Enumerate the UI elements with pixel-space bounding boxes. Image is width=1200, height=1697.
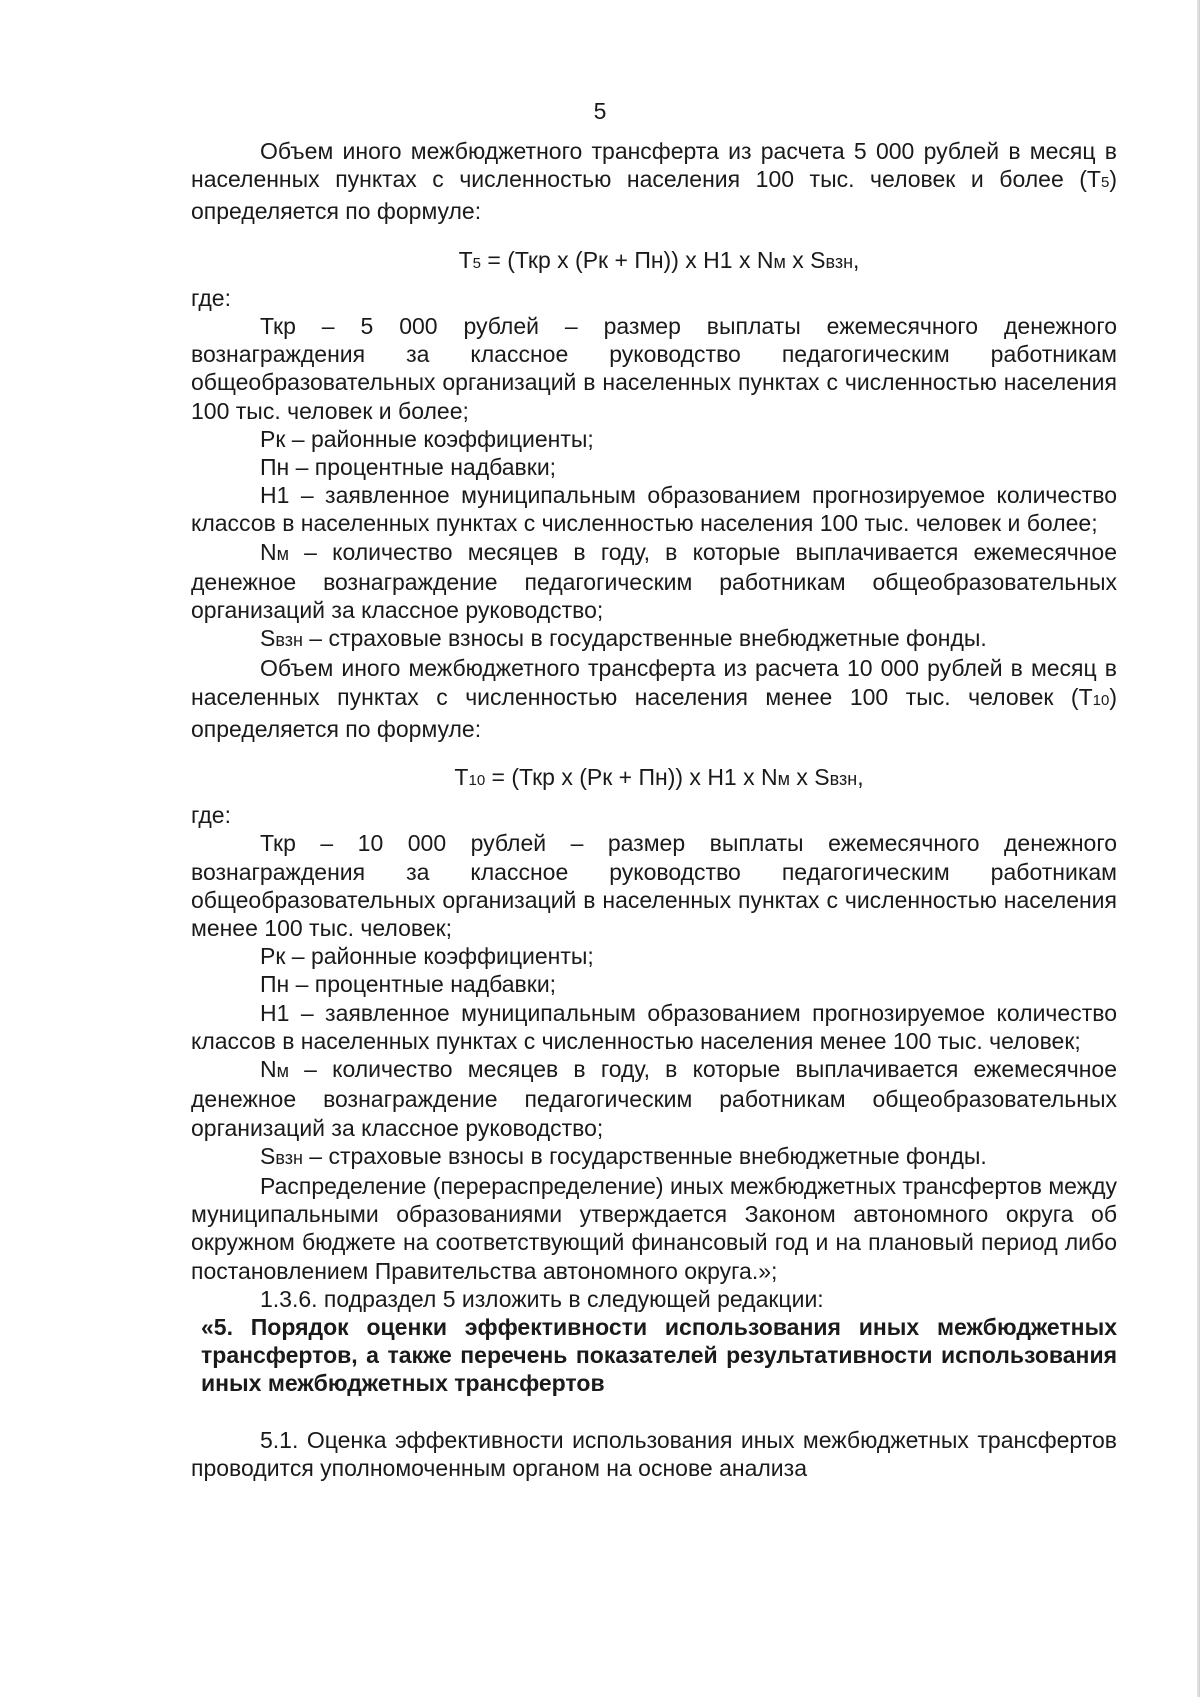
- document-body: [191, 137, 1117, 1482]
- where-label: где:: [191, 284, 231, 311]
- definition-n1: Н1 – заявленное муниципальным образованием прогнозируемое количество классов в населенных пунктах с численностью населения менее 100 тыс. человек;: [191, 999, 1117, 1054]
- definition-tkr: Ткр – 5 000 рублей – размер выплаты ежемесячного денежного вознаграждения за классное руководство педагогическим работникам общеобразовательных организаций в населенных пунктах с численностью населения 100 тыс. человек и более;: [191, 313, 1117, 424]
- paragraph-5-1: 5.1. Оценка эффективности использования иных межбюджетных трансфертов проводится уполномоченным органом на основе анализа: [191, 1426, 1117, 1481]
- subsection-instruction: 1.3.6. подраздел 5 изложить в следующей редакции:: [260, 1285, 824, 1312]
- distribution-paragraph: Распределение (перераспределение) иных межбюджетных трансфертов между муниципальными образованиями утверждается Законом автономного округа об окружном бюджете на соответствующий финансовый год и на плановый период либо постановлением Правительства автономного округа.»;: [191, 1172, 1117, 1284]
- spacer: [191, 1398, 1117, 1426]
- definition-nm: Nм – количество месяцев в году, в которые выплачивается ежемесячное денежное вознаграждение педагогическим работникам общеобразовательных организаций за классное руководство;: [191, 1056, 1117, 1141]
- definition-svzn: Sвзн – страховые взносы в государственные внебюджетные фонды.: [260, 1142, 987, 1169]
- definition-pn: Пн – процентные надбавки;: [260, 971, 557, 998]
- formula-t10: Т10 = (Ткр x (Рк + Пн)) x Н1 x Nм x Sвзн,: [454, 764, 864, 791]
- page-number: 5: [593, 98, 607, 124]
- definition-tkr: Ткр – 10 000 рублей – размер выплаты ежемесячного денежного вознаграждения за классное руководство педагогическим работникам общеобразовательных организаций в населенных пунктах с численностью населения менее 100 тыс. человек;: [191, 830, 1117, 942]
- definition-nm: Nм – количество месяцев в году, в которые выплачивается ежемесячное денежное вознаграждение педагогическим работникам общеобразовательных организаций за классное руководство;: [191, 538, 1117, 624]
- definition-rk: Рк – районные коэффициенты;: [260, 943, 594, 970]
- intro-paragraph-t5: Объем иного межбюджетного трансферта из расчета 5 000 рублей в месяц в населенных пунктах с численностью населения 100 тыс. человек и более (Т5) определяется по формуле:: [191, 138, 1117, 225]
- section-heading: «5. Порядок оценки эффективности использования иных межбюджетных трансфертов, а также перечень показателей результативности использования иных межбюджетных трансфертов: [201, 1313, 1117, 1397]
- definition-rk: Рк – районные коэффициенты;: [260, 425, 594, 452]
- formula-t5: Т5 = (Ткр x (Рк + Пн)) x Н1 x Nм x Sвзн,: [458, 246, 860, 273]
- definition-n1: Н1 – заявленное муниципальным образованием прогнозируемое количество классов в населенных пунктах с численностью населения 100 тыс. человек и более;: [191, 482, 1117, 537]
- definition-pn: Пн – процентные надбавки;: [260, 454, 557, 481]
- definition-svzn: Sвзн – страховые взносы в государственные внебюджетные фонды.: [260, 625, 987, 652]
- intro-paragraph-t10: Объем иного межбюджетного трансферта из расчета 10 000 рублей в месяц в населенных пунктах с численностью населения менее 100 тыс. человек (Т10) определяется по формуле:: [191, 655, 1117, 742]
- where-label: где:: [191, 802, 231, 829]
